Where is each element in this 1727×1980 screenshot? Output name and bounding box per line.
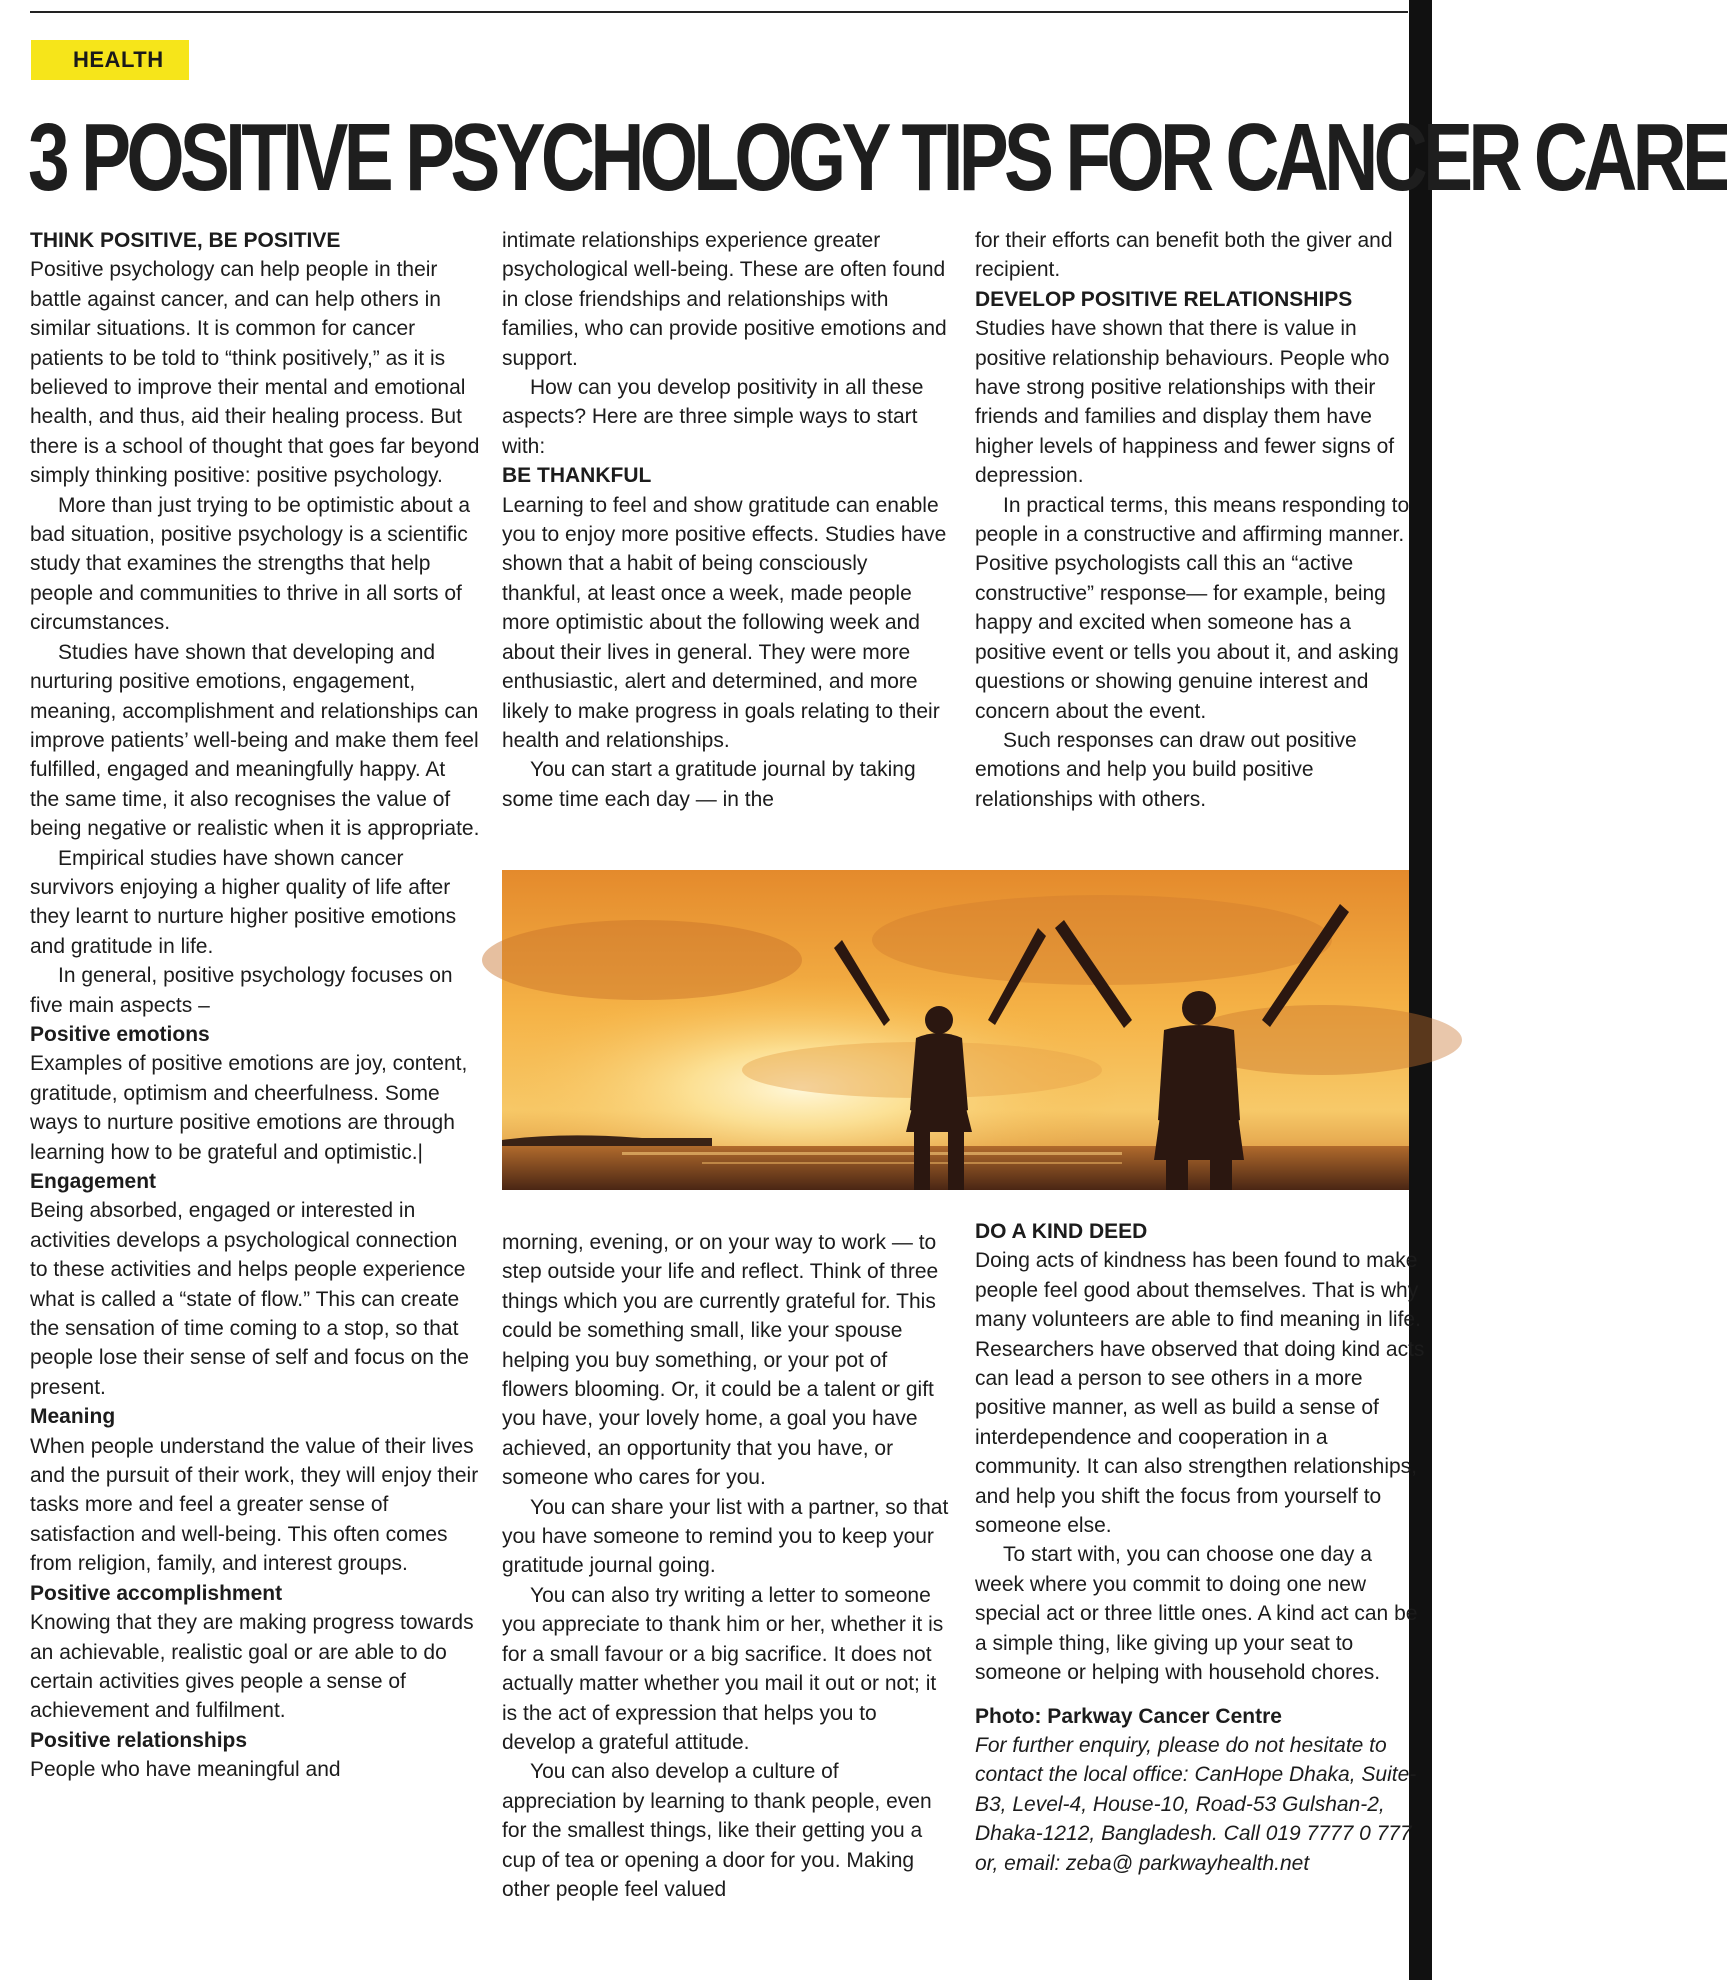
paragraph: morning, evening, or on your way to work — to step outside your life and reflect. Think of three things which you are currently grateful for. This could be something small, like your spouse helping you buy something, or your pot of flowers blooming. Or, it could be a talent or gift you have, your lovely home, a goal you have achieved, an opportunity that you have, or someone who cares for you. [502,1231,939,1490]
paragraph: for their efforts can benefit both the giver and recipient. [975,229,1393,282]
section-tag: HEALTH [31,40,189,80]
top-rule [30,11,1408,13]
headline: 3 POSITIVE PSYCHOLOGY TIPS FOR CANCER CARE [28,104,1727,211]
photo-credit: Photo: Parkway Cancer Centre [975,1704,1282,1728]
paragraph: You can start a gratitude journal by taking some time each day — in the [502,758,916,811]
subheading-be-thankful: BE THANKFUL [502,464,652,488]
subheading-positive-relationships: Positive relationships [30,1728,248,1752]
subheading-develop-relationships: DEVELOP POSITIVE RELATIONSHIPS [975,287,1353,311]
paragraph: intimate relationships experience greater psychological well-being. These are often found in close friendships and relationships with families, who can provide positive emotions and support. [502,229,947,370]
paragraph: How can you develop positivity in all these aspects? Here are three simple ways to start with: [502,376,924,458]
paragraph: In general, positive psychology focuses on five main aspects – [30,964,453,1017]
sunset-photo [502,870,1409,1190]
paragraph: Studies have shown that there is value in positive relationship behaviours. People who have strong positive relationships with their friends and families and display them have higher levels of happiness and fewer signs of depression. [975,317,1395,488]
couple-silhouette-sunset-icon [502,870,1409,1190]
subheading-engagement: Engagement [30,1170,157,1193]
subheading-positive-accomplishment: Positive accomplishment [30,1581,283,1605]
paragraph: When people understand the value of their lives and the pursuit of their work, they will enjoy their tasks more and feel a greater sense of satisfaction and well-being. This often comes from religion, family, and interest groups. [30,1434,479,1576]
paragraph: Knowing that they are making progress towards an achievable, realistic goal or are able to do certain activities gives people a sense of achievement and fulfilment. [30,1611,474,1723]
contact-note: For further enquiry, please do not hesitate to contact the local office: CanHope Dhaka, Suite-B3, Level-4, House-10, Road-53 Gulshan-2, Dhaka-1212, Bangladesh. Call 019 7777 0 777 or, email: zeba@ parkwayhealth.net [975,1733,1417,1875]
paragraph: Learning to feel and show gratitude can enable you to enjoy more positive effects. Studies have shown that a habit of being consciously thankful, at least once a week, made people more optimistic about the following week and about their lives in general. They were more enthusiastic, alert and determined, and more likely to make progress in goals relating to their health and relationships. [502,493,947,752]
column-2 [502,226,952,848]
column-4 [502,1228,952,1980]
paragraph: Such responses can draw out positive emotions and help you build positive relationships with others. [975,728,1357,811]
paragraph: Being absorbed, engaged or interested in activities develops a psychological connection to these activities and helps people experience what is called a “state of flow.” This can create the sensation of time coming to a stop, so that people lose their sense of self and focus on the present. [30,1199,469,1399]
paragraph: Studies have shown that developing and nurturing positive emotions, engagement, meaning, accomplishment and relationships can improve patients’ well-being and make them feel fulfilled, engaged and meaningfully happy. At the same time, it also recognises the value of being negative or realistic when it is appropriate. [30,640,480,841]
paragraph: Positive psychology can help people in their battle against cancer, and can help others in similar situations. It is common for cancer patients to be told to “think positively,” as it is believed to improve their mental and emotional health, and thus, aid their healing process. But there is a school of thought that goes far beyond simply thinking positive: positive psychology. [30,258,480,488]
subheading-think-positive: THINK POSITIVE, BE POSITIVE [30,229,341,252]
subheading-kind-deed: DO A KIND DEED [975,1220,1148,1243]
subheading-meaning: Meaning [30,1405,116,1429]
paragraph: You can also try writing a letter to someone you appreciate to thank him or her, whether it is for a small favour or a big sacrifice. It does not actually matter whether you mail it out or not; it is the act of expression that helps you to develop a grateful attitude. [502,1583,944,1754]
subheading-positive-emotions: Positive emotions [30,1022,210,1046]
paragraph: People who have meaningful and [30,1758,341,1782]
paragraph: Doing acts of kindness has been found to make people feel good about themselves. That is why many volunteers are able to find meaning in life. Researchers have observed that doing kind acts can lead a person to see others in a more positive manner, as well as build a sense of interdependence and cooperation in a community. It can also strengthen relationships, and help you shift the focus from yourself to someone else. [975,1249,1425,1538]
column-1 [30,226,480,1980]
paragraph: In practical terms, this means responding to people in a constructive and affirming manner. Positive psychologists call this an “active constructive” response— for example, being happy and excited when someone has a positive event or tells you about it, and asking questions or showing genuine interest and concern about the event. [975,493,1410,723]
paragraph: To start with, you can choose one day a week where you commit to doing one new special act or three little ones. A kind act can be a simple thing, like giving up your seat to someone or helping with household chores. [975,1543,1418,1685]
paragraph: Examples of positive emotions are joy, content, gratitude, optimism and cheerfulness. Some ways to nurture positive emotions are through learning how to be grateful and optimistic.| [30,1052,468,1164]
column-5 [975,1217,1425,1980]
paragraph: You can share your list with a partner, so that you have someone to remind you to keep your gratitude journal going. [502,1495,949,1578]
paragraph: You can also develop a culture of appreciation by learning to thank people, even for the smallest things, like their getting you a cup of tea or opening a door for you. Making other people feel valued [502,1760,932,1901]
paragraph: Empirical studies have shown cancer survivors enjoying a higher quality of life after they learnt to nurture higher positive emotions and gratitude in life. [30,846,457,958]
column-3 [975,226,1425,848]
paragraph: More than just trying to be optimistic about a bad situation, positive psychology is a scientific study that examines the strengths that help people and communities to thrive in all sorts of circumstances. [30,493,471,635]
